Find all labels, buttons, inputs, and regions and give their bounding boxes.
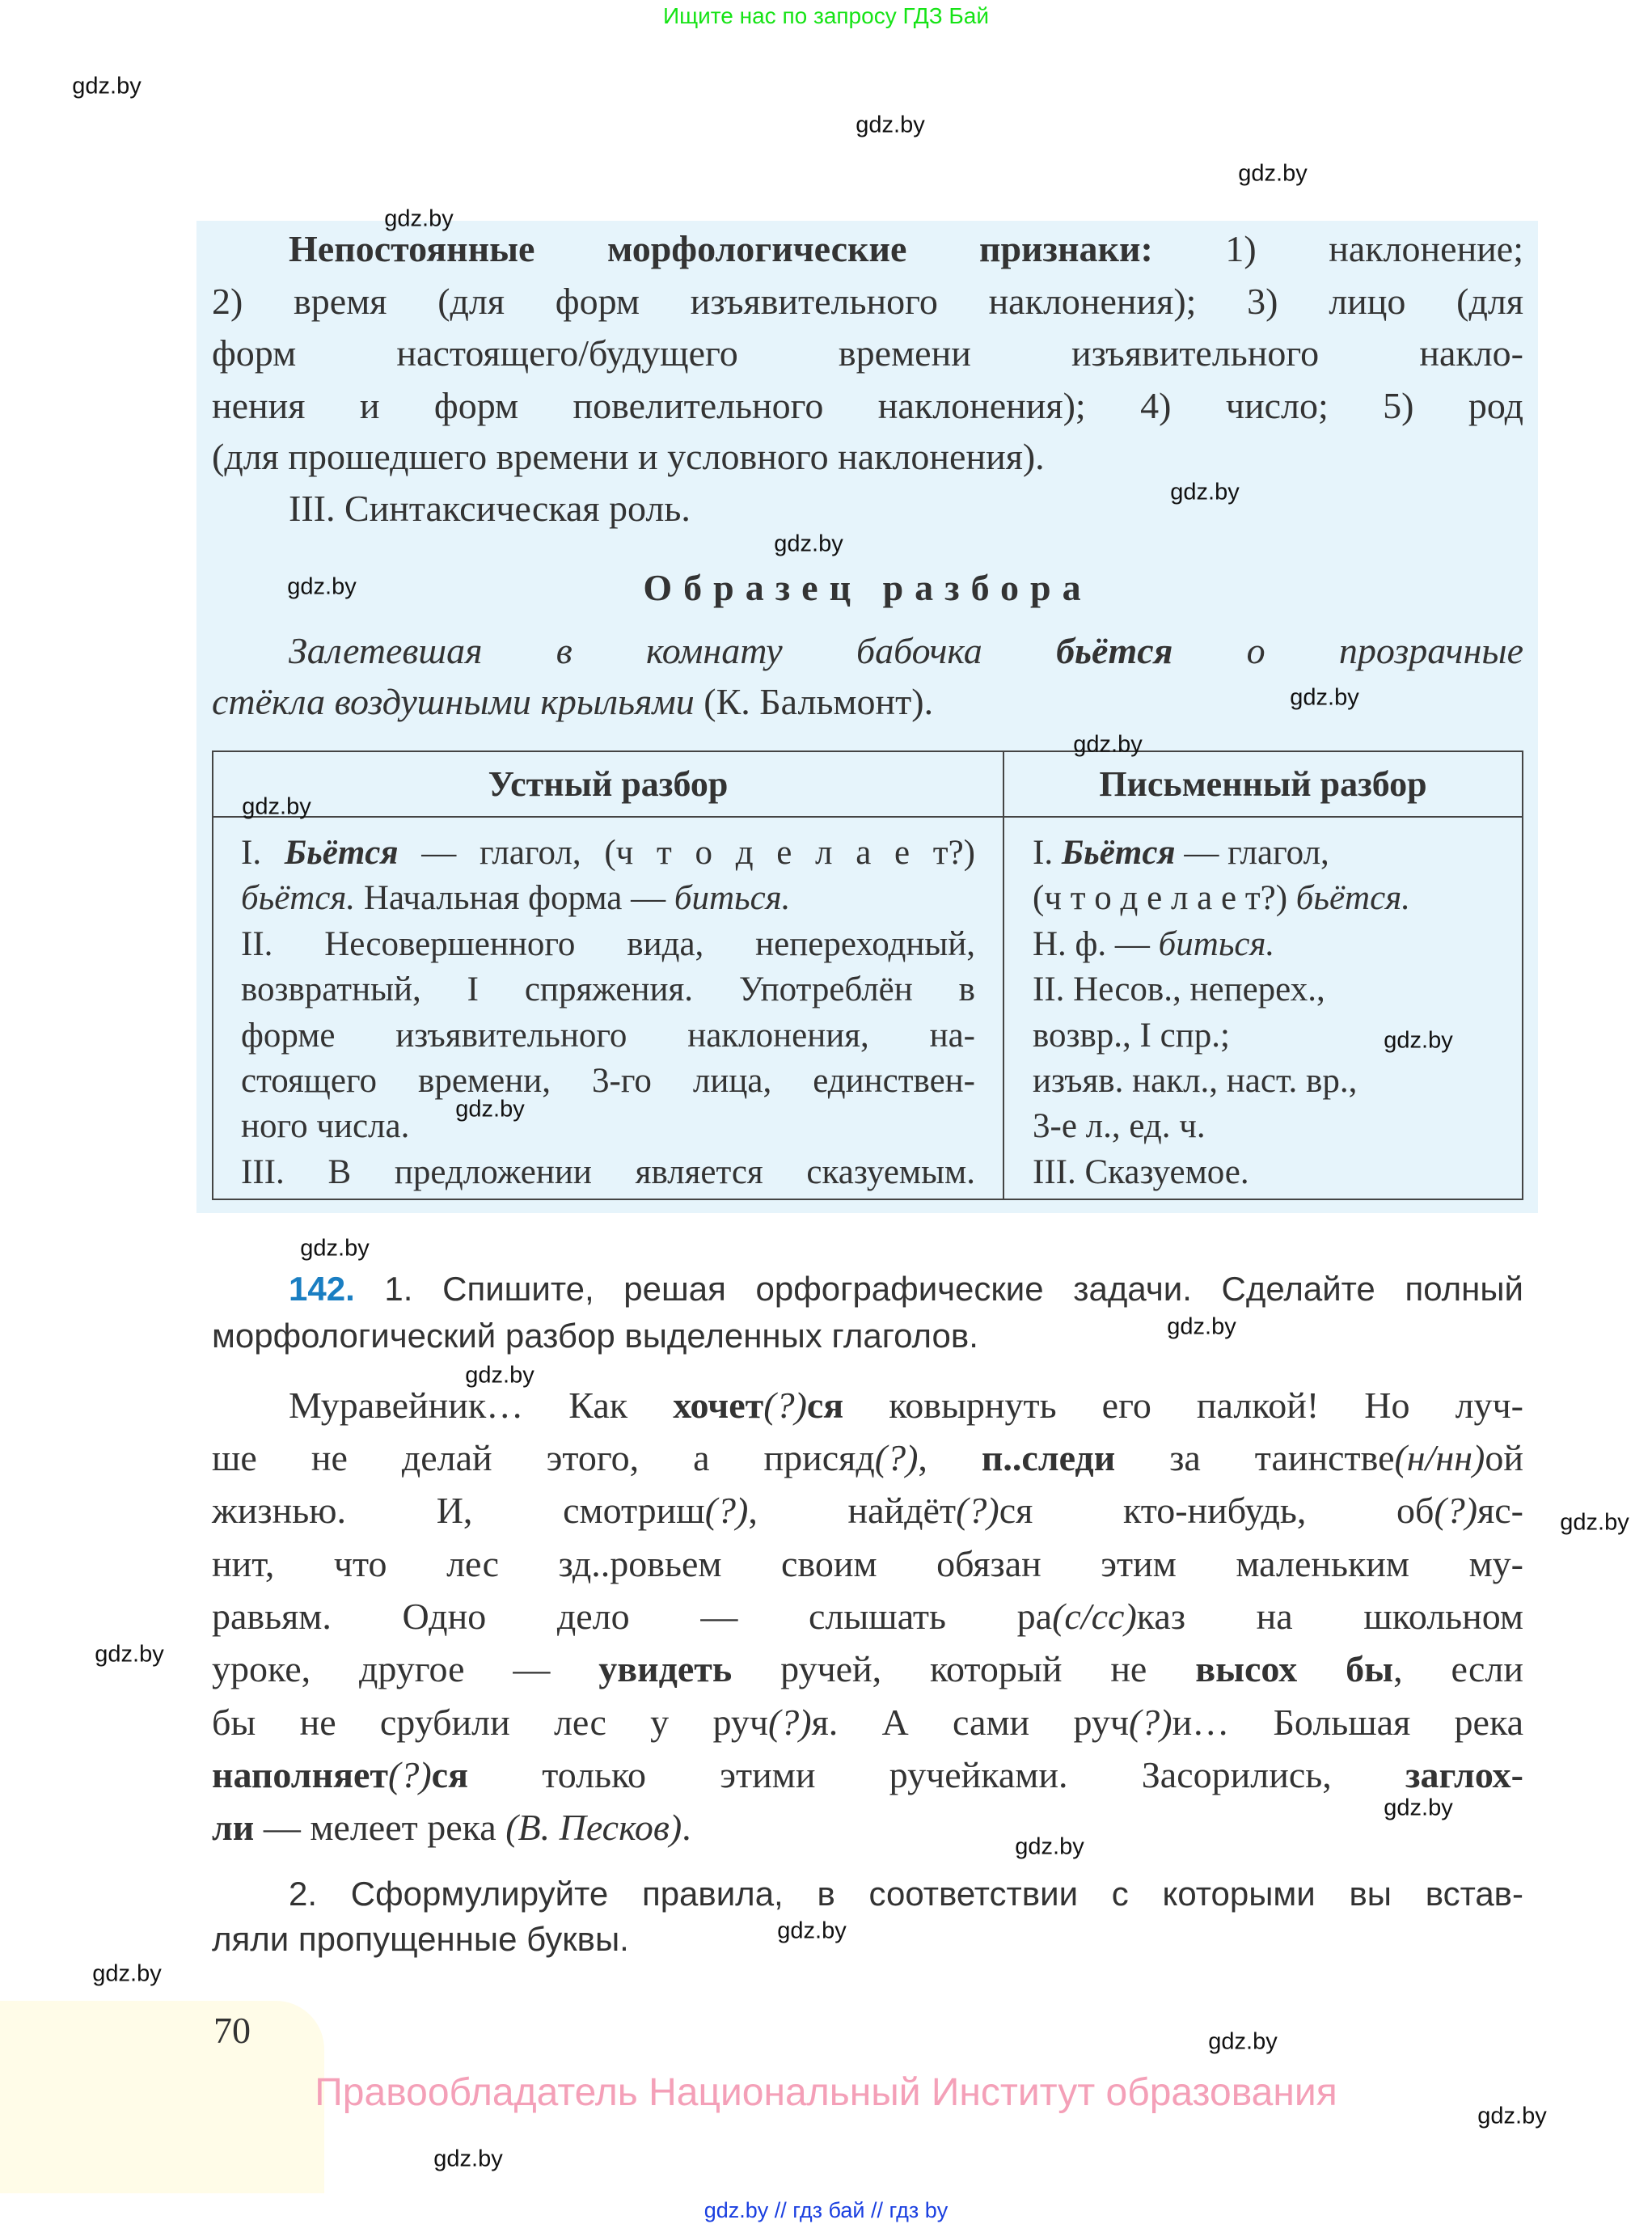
text-segment: я. А сами руч: [811, 1702, 1129, 1743]
text-segment: форме изъявительного наклонения, на-: [241, 1017, 975, 1055]
emphasized-text: ся: [431, 1754, 468, 1795]
watermark: gdz.by: [1167, 1313, 1236, 1340]
watermark: gdz.by: [1015, 1833, 1084, 1860]
exercise-text-line: [212, 1538, 1523, 1590]
text-segment: , если: [1393, 1648, 1523, 1689]
emphasized-text: хочет: [673, 1385, 764, 1426]
text-segment: ся кто-нибудь, об: [999, 1490, 1434, 1531]
watermark: gdz.by: [1384, 1027, 1453, 1054]
quote-line: [212, 625, 1523, 677]
exercise-text-line: [212, 1432, 1523, 1484]
text-segment: Муравейник… Как: [289, 1385, 674, 1426]
watermark: gdz.by: [455, 1096, 525, 1123]
text-segment: (ч т о д е л а е т?): [1033, 879, 1296, 917]
header-written: Письменный разбор: [1099, 764, 1427, 804]
task-line: [212, 1263, 1523, 1315]
text-segment: III. Сказуемое.: [1033, 1153, 1249, 1191]
sample-heading: Образец разбора: [643, 567, 1092, 608]
emphasized-text: (с/сс): [1052, 1596, 1137, 1637]
text-segment: (К. Бальмонт).: [694, 681, 934, 722]
emphasized-text: (?): [767, 1702, 812, 1743]
emphasized-text: увидеть: [598, 1648, 733, 1689]
emphasized-text: наполняет: [212, 1754, 389, 1795]
watermark: gdz.by: [1384, 1795, 1453, 1821]
emphasized-text: высох бы: [1195, 1648, 1394, 1689]
watermark: gdz.by: [1290, 684, 1359, 711]
table-cell-line: [241, 922, 975, 967]
page-number: 70: [213, 2010, 251, 2051]
emphasized-text: (?): [956, 1490, 999, 1531]
text-segment: — глагол,: [1175, 834, 1329, 872]
text-segment: Н. ф. —: [1033, 925, 1159, 963]
task-line: [212, 1913, 1523, 1965]
emphasized-text: (н/нн): [1394, 1437, 1485, 1478]
header-oral: Устный разбор: [488, 764, 729, 804]
footer-links[interactable]: gdz.by // гдз бай // гдз by: [703, 2198, 949, 2222]
watermark: gdz.by: [1560, 1509, 1629, 1536]
text-segment: — глагол, (ч т о д е л а е т?): [398, 834, 975, 872]
emphasized-text: ли: [212, 1807, 255, 1848]
text-segment: III. Синтаксическая роль.: [289, 488, 691, 529]
watermark: gdz.by: [242, 793, 311, 820]
watermark: gdz.by: [465, 1362, 534, 1389]
task-line: [212, 1310, 1523, 1362]
copyright-notice: Правообладатель Национальный Институт образования: [315, 2071, 1337, 2114]
theory-line: [212, 328, 1523, 379]
text-segment: возвратный, I спряжения. Употреблён в: [241, 970, 975, 1008]
watermark: gdz.by: [1208, 2028, 1278, 2055]
analysis-table: [212, 750, 1523, 1200]
emphasized-text: Бьётся: [1061, 834, 1176, 872]
emphasized-text: ся: [806, 1385, 844, 1426]
text-segment: уроке, другое —: [212, 1648, 599, 1689]
text-segment: изъяв. накл., наст. вр.,: [1033, 1062, 1358, 1100]
text-segment: 1) наклонение;: [1152, 228, 1524, 269]
table-cell-line: [241, 1059, 975, 1104]
text-segment: каз на школьном: [1136, 1596, 1523, 1637]
emphasized-text: бьётся.: [241, 879, 356, 917]
text-segment: II. Несов., неперех.,: [1033, 970, 1325, 1008]
text-segment: ковырнуть его палкой! Но луч-: [843, 1385, 1523, 1426]
text-segment: только этими ручейками. Засорились,: [467, 1754, 1405, 1795]
watermark: gdz.by: [433, 2146, 503, 2172]
emphasized-text: стёкла воздушными крыльями: [212, 681, 695, 722]
emphasized-text: (?): [388, 1754, 432, 1795]
text-segment: ше не делай этого, а присяд: [212, 1437, 875, 1478]
table-cell-line: [241, 1150, 975, 1195]
text-segment: I.: [241, 834, 285, 872]
theory-line: [212, 380, 1523, 432]
exercise-text-line: [212, 1697, 1523, 1748]
emphasized-text: п..следи: [981, 1437, 1116, 1478]
emphasized-text: (?): [763, 1385, 807, 1426]
table-cell-line: [1033, 922, 1502, 967]
watermark: gdz.by: [777, 1917, 847, 1944]
text-segment: жизнью. И, смотриш: [212, 1490, 705, 1531]
text-segment: возвр., I спр.;: [1033, 1017, 1230, 1055]
text-segment: морфологический разбор выделенных глаголов.: [212, 1317, 978, 1355]
watermark: gdz.by: [1238, 160, 1308, 187]
text-segment: яс-: [1477, 1490, 1524, 1531]
text-segment: и… Большая река: [1172, 1702, 1524, 1743]
emphasized-text: биться.: [674, 879, 791, 917]
watermark: gdz.by: [384, 205, 454, 232]
text-segment: бы не срубили лес у руч: [212, 1702, 768, 1743]
text-segment: ручей, который не: [732, 1648, 1196, 1689]
exercise-text-line: [212, 1643, 1523, 1695]
table-cell-line: [1033, 967, 1502, 1013]
table-cell-line: [1033, 1104, 1502, 1149]
table-cell-line: [241, 967, 975, 1013]
watermark: gdz.by: [95, 1641, 164, 1668]
watermark: gdz.by: [92, 1960, 162, 1987]
emphasized-text: бьётся.: [1295, 879, 1410, 917]
table-cell-line: [1033, 1059, 1502, 1104]
exercise-number: 142.: [289, 1270, 355, 1308]
text-segment: нит, что лес зд..ровьем своим обязан этим маленьким му-: [212, 1543, 1523, 1584]
text-segment: 3-е л., ед. ч.: [1033, 1107, 1206, 1145]
text-segment: форм настоящего/будущего времени изъявительного накло-: [212, 332, 1523, 374]
text-segment: 2. Сформулируйте правила, в соответствии с которыми вы встав-: [289, 1875, 1523, 1913]
emphasized-text: о прозрачные: [1172, 630, 1523, 671]
emphasized-text: (?): [1128, 1702, 1172, 1743]
watermark: gdz.by: [300, 1235, 370, 1262]
table-cell-line: [1033, 1150, 1502, 1195]
watermark: gdz.by: [774, 531, 843, 557]
text-segment: ного числа.: [241, 1107, 410, 1145]
theory-line: [212, 483, 1523, 535]
table-cell-line: [241, 1104, 975, 1149]
text-segment: I.: [1033, 834, 1062, 872]
emphasized-text: (В. Песков): [505, 1807, 682, 1848]
watermark: gdz.by: [287, 573, 357, 600]
emphasized-text: Бьётся: [284, 834, 399, 872]
text-segment: — мелеет река: [254, 1807, 506, 1848]
emphasized-text: биться.: [1158, 925, 1275, 963]
watermark: gdz.by: [1477, 2103, 1547, 2129]
text-segment: 2) время (для форм изъявительного наклонения); 3) лицо (для: [212, 281, 1523, 322]
table-cell-line: [241, 831, 975, 876]
emphasized-text: Непостоянные морфологические признаки:: [289, 228, 1153, 269]
text-segment: .: [682, 1807, 691, 1848]
theory-line: [212, 431, 1523, 483]
text-segment: ой: [1485, 1437, 1523, 1478]
watermark: gdz.by: [1170, 479, 1240, 505]
text-segment: III. В предложении является сказуемым.: [241, 1153, 975, 1191]
emphasized-text: (?): [874, 1437, 919, 1478]
emphasized-text: бьётся: [1056, 630, 1173, 671]
exercise-text-line: [212, 1749, 1523, 1801]
exercise-text-line: [212, 1591, 1523, 1643]
exercise-text-line: [212, 1380, 1523, 1431]
text-segment: за таинстве: [1115, 1437, 1395, 1478]
text-segment: стоящего времени, 3-го лица, единствен-: [241, 1062, 975, 1100]
search-hint-banner: Ищите нас по запросу ГДЗ Бай: [662, 3, 990, 28]
table-cell-line: [241, 876, 975, 921]
emphasized-text: заглох-: [1405, 1754, 1523, 1795]
emphasized-text: (?): [704, 1490, 749, 1531]
text-segment: ,: [918, 1437, 982, 1478]
text-segment: 1. Спишите, решая орфографические задачи. Сделайте полный: [354, 1270, 1523, 1308]
text-segment: (для прошедшего времени и условного наклонения).: [212, 436, 1045, 477]
watermark: gdz.by: [72, 73, 142, 99]
text-segment: равьям. Одно дело — слышать ра: [212, 1596, 1053, 1637]
watermark: gdz.by: [1073, 731, 1143, 758]
theory-line: [212, 276, 1523, 328]
text-segment: Начальная форма —: [355, 879, 674, 917]
column-divider: [1003, 752, 1004, 1199]
exercise-text-line: [212, 1802, 1523, 1854]
table-cell-line: [241, 1013, 975, 1059]
watermark: gdz.by: [856, 112, 925, 138]
text-segment: , найдёт: [748, 1490, 957, 1531]
text-segment: нения и форм повелительного наклонения); 4) число; 5) род: [212, 385, 1523, 426]
emphasized-text: Залетевшая в комнату бабочка: [289, 630, 1057, 671]
task-line: [212, 1868, 1523, 1920]
table-cell-line: [1033, 831, 1502, 876]
table-cell-line: [1033, 876, 1502, 921]
text-segment: II. Несовершенного вида, непереходный,: [241, 925, 975, 963]
exercise-text-line: [212, 1485, 1523, 1537]
emphasized-text: (?): [1434, 1490, 1478, 1531]
text-segment: ляли пропущенные буквы.: [212, 1920, 629, 1958]
